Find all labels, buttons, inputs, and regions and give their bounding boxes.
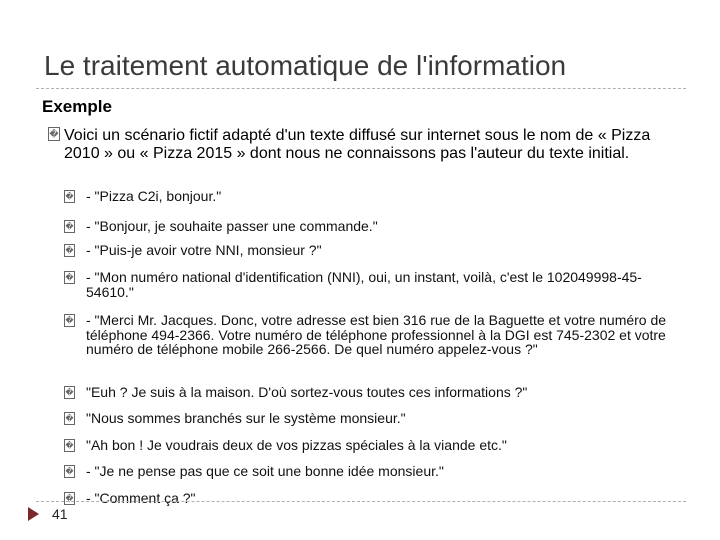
page-marker-triangle-icon <box>28 507 39 521</box>
title-divider <box>36 88 686 89</box>
bullet-icon: � <box>65 441 74 450</box>
dialogue-line <box>64 438 684 453</box>
bullet-icon: � <box>65 467 74 476</box>
bullet-icon: � <box>65 273 74 282</box>
footer-divider <box>36 501 686 502</box>
dialogue-line <box>64 189 684 204</box>
dialogue-line <box>64 313 684 357</box>
bullet-icon: � <box>49 129 59 139</box>
dialogue-text: - "Mon numéro national d'identification (NNI), oui, un instant, voilà, c'est le 102049998-45-54610." <box>86 269 642 300</box>
bullet-icon: � <box>65 494 74 503</box>
dialogue-line <box>64 385 684 400</box>
dialogue-line <box>64 243 684 258</box>
dialogue-text: - "Pizza C2i, bonjour." <box>86 188 222 204</box>
main-bullet-text: Voici un scénario fictif adapté d'un texte diffusé sur internet sous le nom de « Pizza 2010 » ou « Pizza 2015 » dont nous ne connaissons pas l'auteur du texte initial. <box>64 127 651 162</box>
main-bullet-item <box>48 127 680 163</box>
bullet-icon: � <box>65 414 74 423</box>
dialogue-text: "Ah bon ! Je voudrais deux de vos pizzas spéciales à la viande etc." <box>86 437 507 453</box>
dialogue-line <box>64 270 684 299</box>
bullet-icon: � <box>65 246 74 255</box>
dialogue-line <box>64 491 684 506</box>
bullet-icon: � <box>65 388 74 397</box>
slide-title: Le traitement automatique de l'information <box>44 50 567 81</box>
dialogue-text: - "Je ne pense pas que ce soit une bonne idée monsieur." <box>86 463 444 479</box>
section-heading: Exemple <box>42 97 112 116</box>
dialogue-text: - "Merci Mr. Jacques. Donc, votre adresse est bien 316 rue de la Baguette et votre numéro de téléphone 494-2366. Votre numéro de téléphone professionnel à la DGI est 745-2302 et votre numéro de téléphone mobile 266-2566. De quel numéro appelez-vous ?" <box>86 312 667 357</box>
dialogue-text: "Euh ? Je suis à la maison. D'où sortez-vous toutes ces informations ?" <box>86 384 528 400</box>
bullet-icon: � <box>65 222 74 231</box>
dialogue-text: - "Puis-je avoir votre NNI, monsieur ?" <box>86 242 322 258</box>
bullet-icon: � <box>65 192 74 201</box>
dialogue-line <box>64 464 684 479</box>
dialogue-text: "Nous sommes branchés sur le système monsieur." <box>86 410 406 426</box>
dialogue-text: - "Bonjour, je souhaite passer une commande." <box>86 218 378 234</box>
dialogue-line <box>64 411 684 426</box>
page-number: 41 <box>52 506 68 522</box>
bullet-icon: � <box>65 316 74 325</box>
dialogue-text: - "Comment ça ?" <box>86 490 196 506</box>
dialogue-line <box>64 219 684 234</box>
